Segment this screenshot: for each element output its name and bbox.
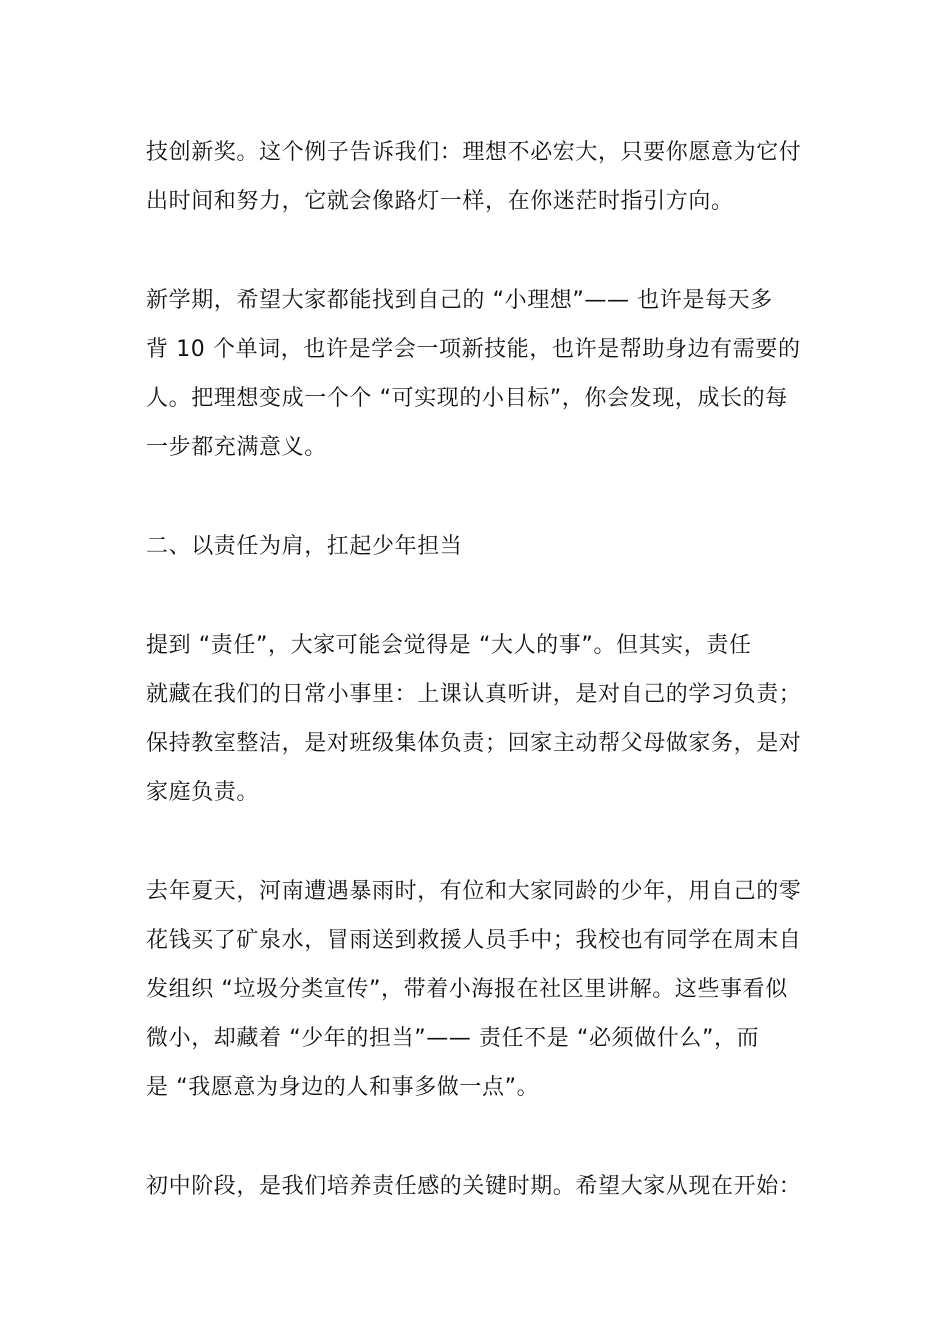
- text-line: 家庭负责。: [146, 780, 260, 805]
- text-line: 发组织 “垃圾分类宣传”，带着小海报在社区里讲解。这些事看似: [146, 977, 788, 1002]
- text-line: 一步都充满意义。: [146, 435, 327, 460]
- text-line: 新学期，希望大家都能找到自己的 “小理想”—— 也许是每天多: [146, 288, 773, 313]
- text-line: 提到 “责任”，大家可能会觉得是 “大人的事”。但其实，责任: [146, 633, 752, 658]
- text-line: 就藏在我们的日常小事里：上课认真听讲，是对自己的学习负责；: [146, 682, 802, 707]
- text-line: 花钱买了矿泉水，冒雨送到救援人员手中；我校也有同学在周末自: [146, 928, 802, 953]
- text-line: 背 10 个单词，也许是学会一项新技能，也许是帮助身边有需要的: [146, 337, 801, 362]
- text-line: 技创新奖。这个例子告诉我们：理想不必宏大，只要你愿意为它付: [146, 140, 802, 165]
- section-heading: 二、以责任为肩，扛起少年担当: [146, 534, 463, 559]
- text-line: 是 “我愿意为身边的人和事多做一点”。: [146, 1075, 540, 1100]
- text-line: 去年夏天，河南遭遇暴雨时，有位和大家同龄的少年，用自己的零: [146, 879, 802, 904]
- text-line: 人。把理想变成一个个 “可实现的小目标”，你会发现，成长的每: [146, 386, 788, 411]
- text-line: 微小，却藏着 “少年的担当”—— 责任不是 “必须做什么”，而: [146, 1026, 760, 1051]
- text-line: 保持教室整洁，是对班级集体负责；回家主动帮父母做家务，是对: [146, 731, 802, 756]
- text-line: 初中阶段，是我们培养责任感的关键时期。希望大家从现在开始：: [146, 1174, 802, 1199]
- text-line: 出时间和努力，它就会像路灯一样，在你迷茫时指引方向。: [146, 189, 734, 214]
